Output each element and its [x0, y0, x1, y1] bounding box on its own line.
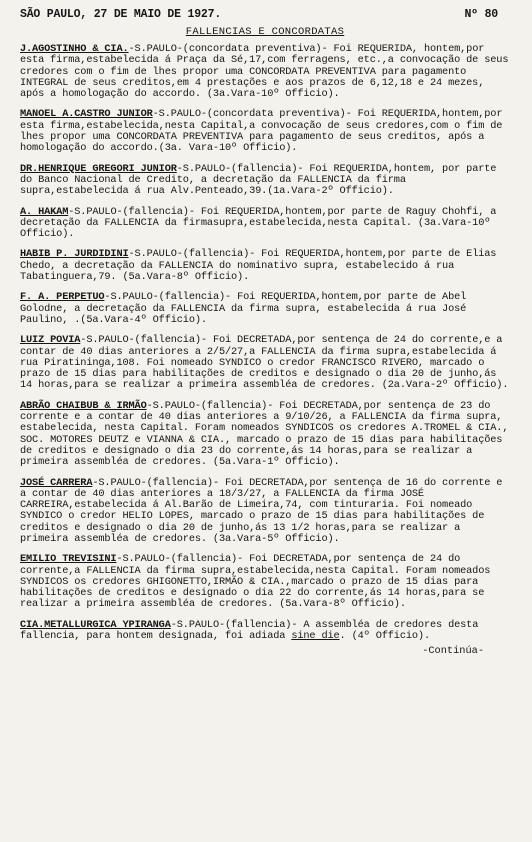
entry-body: -S.PAULO-(fallencia)- Foi DECRETADA,por sentença de 24 do corrente,e a contar de 40 dias anteriores a 2/5/27,a FALLENCIA da firma supra,estabelecida á rua Piratininga,108. Foi nomeado SYNDICO o credor FRANCISCO RIVERO, marcado o prazo de 15 dias para habilitações de creditos e designado o dia 20 de junho,ás 14 horas,para se realizar a primeira assembléa de credores. (2a.Vara-2º Officio). — [20, 334, 509, 392]
entry — [20, 109, 510, 154]
entry-body: -S.PAULO-(fallencia)- Foi DECRETADA,por sentença de 23 do corrente e a contar de 40 dias anteriores a 9/10/26, a FALLENCIA da firma supra, estabelecida, nesta Capital. Foram nomeados SYNDICOS os credores A.TROMEL & CIA., SOC. MOTORES DEUTZ e VIANNA & CIA., marcado o prazo de 15 dias para habilitações de creditos e designado o dia 23 do corrente,ás 14 horas,para se realizar a primeira assembléa de credores. (5a.Vara-1º Officio). — [20, 399, 509, 469]
entry-body: -S.PAULO-(fallencia)- A assembléa de credores desta fallencia, para hontem designada, foi adiada — [20, 618, 479, 643]
dateline: SÃO PAULO, 27 DE MAIO DE 1927. — [20, 8, 222, 21]
entry-body: -S.PAULO-(fallencia)- Foi REQUERIDA,hontem, por parte do Banco Nacional de Credito, a decretação da FALLENCIA da firma supra,estabelecida á rua Alv.Penteado,39.(1a.Vara-2º Officio). — [20, 162, 497, 198]
entry-party: J.AGOSTINHO & CIA. — [20, 43, 129, 55]
entry-body: -S.PAULO-(fallencia)- Foi DECRETADA,por sentença de 16 do corrente e a contar de 40 dias anteriores a 18/3/27, a FALLENCIA da firma JOSÉ CARREIRA,estabelecida á Al.Barão de Limeira,74, com tinturaria. Foi nomeado SYNDICO o credor HELIO LOPES, marcado o prazo de 15 dias para habilitações de creditos e designado o dia 20 de junho,ás 13 1/2 horas,para se realizar a primeira assembléa de credores. (3a.Vara-5º Officio). — [20, 476, 503, 545]
entry-body-end: . (4º Officio). — [339, 630, 430, 643]
entry-party: F. A. PERPETUO — [20, 291, 105, 304]
entry — [20, 164, 510, 198]
page-header — [20, 6, 510, 22]
entry — [20, 554, 510, 610]
entry-party: MANOEL A.CASTRO JUNIOR — [20, 108, 153, 121]
entry-party: HABIB P. JURDIDINI — [20, 248, 129, 261]
entry-body: -S.PAULO-(concordata preventiva)- Foi REQUERIDA,hontem,por esta firma,estabelecida,nesta Capital,a convocação de seus credores,com o fim de lhes propor uma CONCORDATA PREVENTIVA para pagamento de seus creditos, após a homologação do accordo.(3a. Vara-10º Officio). — [20, 108, 503, 155]
entry — [20, 401, 510, 469]
entry — [20, 335, 510, 391]
entry — [20, 207, 510, 241]
entry-body: -S.PAULO-(concordata preventiva)- Foi REQUERIDA, hontem,por esta firma,estabelecida á Praça da Sé,17,com ferragens, etc.,a convocação de seus credores com o fim de lhes propor uma CONCORDATA PREVENTIVA para pagamento INTEGRAL de seus creditos,em 4 prestações e aos prazos de 6,12,18 e 24 mezes, após a homologação do accordo. (3a.Vara-10º Officio). — [20, 43, 509, 101]
entry — [20, 478, 510, 546]
page-number: Nº 80 — [464, 8, 498, 21]
entry-party: A. HAKAM — [20, 205, 69, 218]
entry-body: -S.PAULO-(fallencia)- Foi REQUERIDA,hontem,por parte de Raguy Chohfi, a decretação da FALLENCIA da firmasupra,estabelecida,nesta Capital. (3a.Vara-10º Officio). — [20, 205, 497, 241]
entry — [20, 249, 510, 283]
entry-party: LUIZ POVIA — [20, 334, 81, 347]
entry-party: EMILIO TREVISINI — [20, 553, 117, 566]
entry-party: CIA.METALLURGICA YPIRANGA — [20, 618, 171, 631]
continuation-note: -Continúa- — [422, 645, 484, 658]
entry-body: -S.PAULO-(fallencia)- Foi REQUERIDA,hontem,por parte de Elias Chedo, a decretação da FALLENCIA do nominativo supra, estabelecido á rua Tabatinguera,79. (5a.Vara-8º Officio). — [20, 248, 497, 284]
entry-body-underlined: sine die — [291, 630, 340, 643]
section-title: FALLENCIAS E CONCORDATAS — [185, 26, 345, 38]
entry-body: -S.PAULO-(fallencia)- Foi REQUERIDA,hontem,por parte de Abel Golodne, a decretação da FALLENCIA da firma supra, estabelecida á rua José Paulino, .(5a.Vara-4º Officio). — [20, 291, 467, 326]
entry-party: JOSÉ CARRERA — [20, 476, 93, 489]
entry-body: -S.PAULO-(fallencia)- Foi DECRETADA,por sentença de 24 do corrente,a FALLENCIA da firma supra,estabelecida,nesta Capital. Foram nomeados SYNDICOS os credores GHIGONETTO,IRMÃO & CIA.,marcado o prazo de 15 dias para habilitações de creditos e designado o dia 22 do corrente,ás 14 horas,para se realizar a primeira assembléa de credores. (5a.Vara-8º Officio). — [20, 553, 491, 611]
entry — [20, 292, 510, 326]
entry — [20, 44, 510, 100]
entry-party: DR.HENRIQUE GREGORI JUNIOR — [20, 162, 177, 175]
entry — [20, 620, 510, 643]
entry-party: ABRÃO CHAIBUB & IRMÃO — [20, 399, 147, 412]
